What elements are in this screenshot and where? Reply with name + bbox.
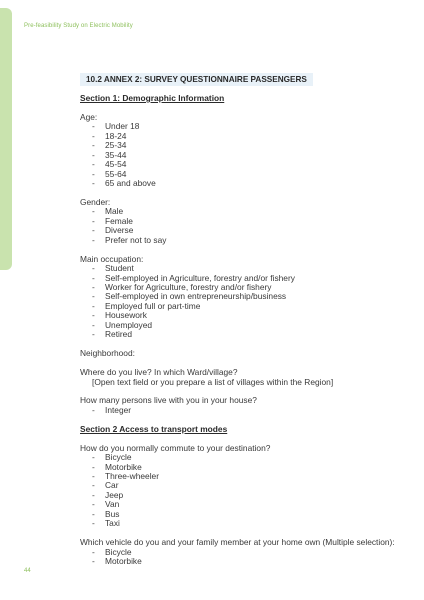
option-item: - Unemployed [80,321,400,330]
option-list [80,453,400,529]
questionnaire-content [80,94,400,567]
option-item: - 25-34 [80,141,400,150]
option-item: - 18-24 [80,132,400,141]
annex-heading: 10.2 ANNEX 2: SURVEY QUESTIONNAIRE PASSENGERS [80,73,313,86]
question-label: How do you normally commute to your destination? [80,442,271,453]
option-item: - Bicycle [80,548,400,557]
question-label: Gender: [80,196,111,207]
question-label: Which vehicle do you and your family member at your home own (Multiple selection): [80,537,395,548]
page-number: 44 [24,568,31,574]
option-list [80,264,400,340]
spacer [80,189,400,198]
option-item: - Self-employed in Agriculture, forestry and/or fishery [80,274,400,283]
option-item: - Diverse [80,226,400,235]
option-item: - Worker for Agriculture, forestry and/or fishery [80,283,400,292]
option-item: - Three-wheeler [80,472,400,481]
option-item: - Motorbike [80,557,400,566]
option-item: - Employed full or part-time [80,302,400,311]
section-title: Section 2 Access to transport modes [80,423,228,434]
option-item: - 45-54 [80,160,400,169]
option-item: - Student [80,264,400,273]
question-label: Where do you live? In which Ward/village? [80,367,238,378]
side-tab-marker [0,8,12,270]
option-item: - Retired [80,330,400,339]
option-item: - Female [80,217,400,226]
option-list [80,548,400,567]
option-list [80,122,400,188]
option-item: - Taxi [80,519,400,528]
question-label: Age: [80,111,98,122]
option-item: - Self-employed in own entrepreneurship/business [80,292,400,301]
option-item: - 65 and above [80,179,400,188]
option-item: - Motorbike [80,463,400,472]
option-item: - Car [80,481,400,490]
option-item: - Jeep [80,491,400,500]
option-list [80,207,400,245]
question-note: [Open text field or you prepare a list of villages within the Region] [92,376,334,387]
question-label: Neighborhood: [80,348,135,359]
running-header: Pre-feasibility Study on Electric Mobility [24,23,133,29]
option-item: - Housework [80,311,400,320]
spacer [80,103,400,112]
option-item: - 55-64 [80,170,400,179]
option-item: - Under 18 [80,122,400,131]
option-item: - Bus [80,510,400,519]
question-label: How many persons live with you in your house? [80,395,257,406]
option-item: - Male [80,207,400,216]
option-item: - Integer [80,406,400,415]
section-title: Section 1: Demographic Information [80,93,225,103]
option-list [80,406,400,415]
question-label: Main occupation: [80,253,144,264]
option-item: - Bicycle [80,453,400,462]
option-item: - Prefer not to say [80,236,400,245]
option-item: - 35-44 [80,151,400,160]
option-item: - Van [80,500,400,509]
